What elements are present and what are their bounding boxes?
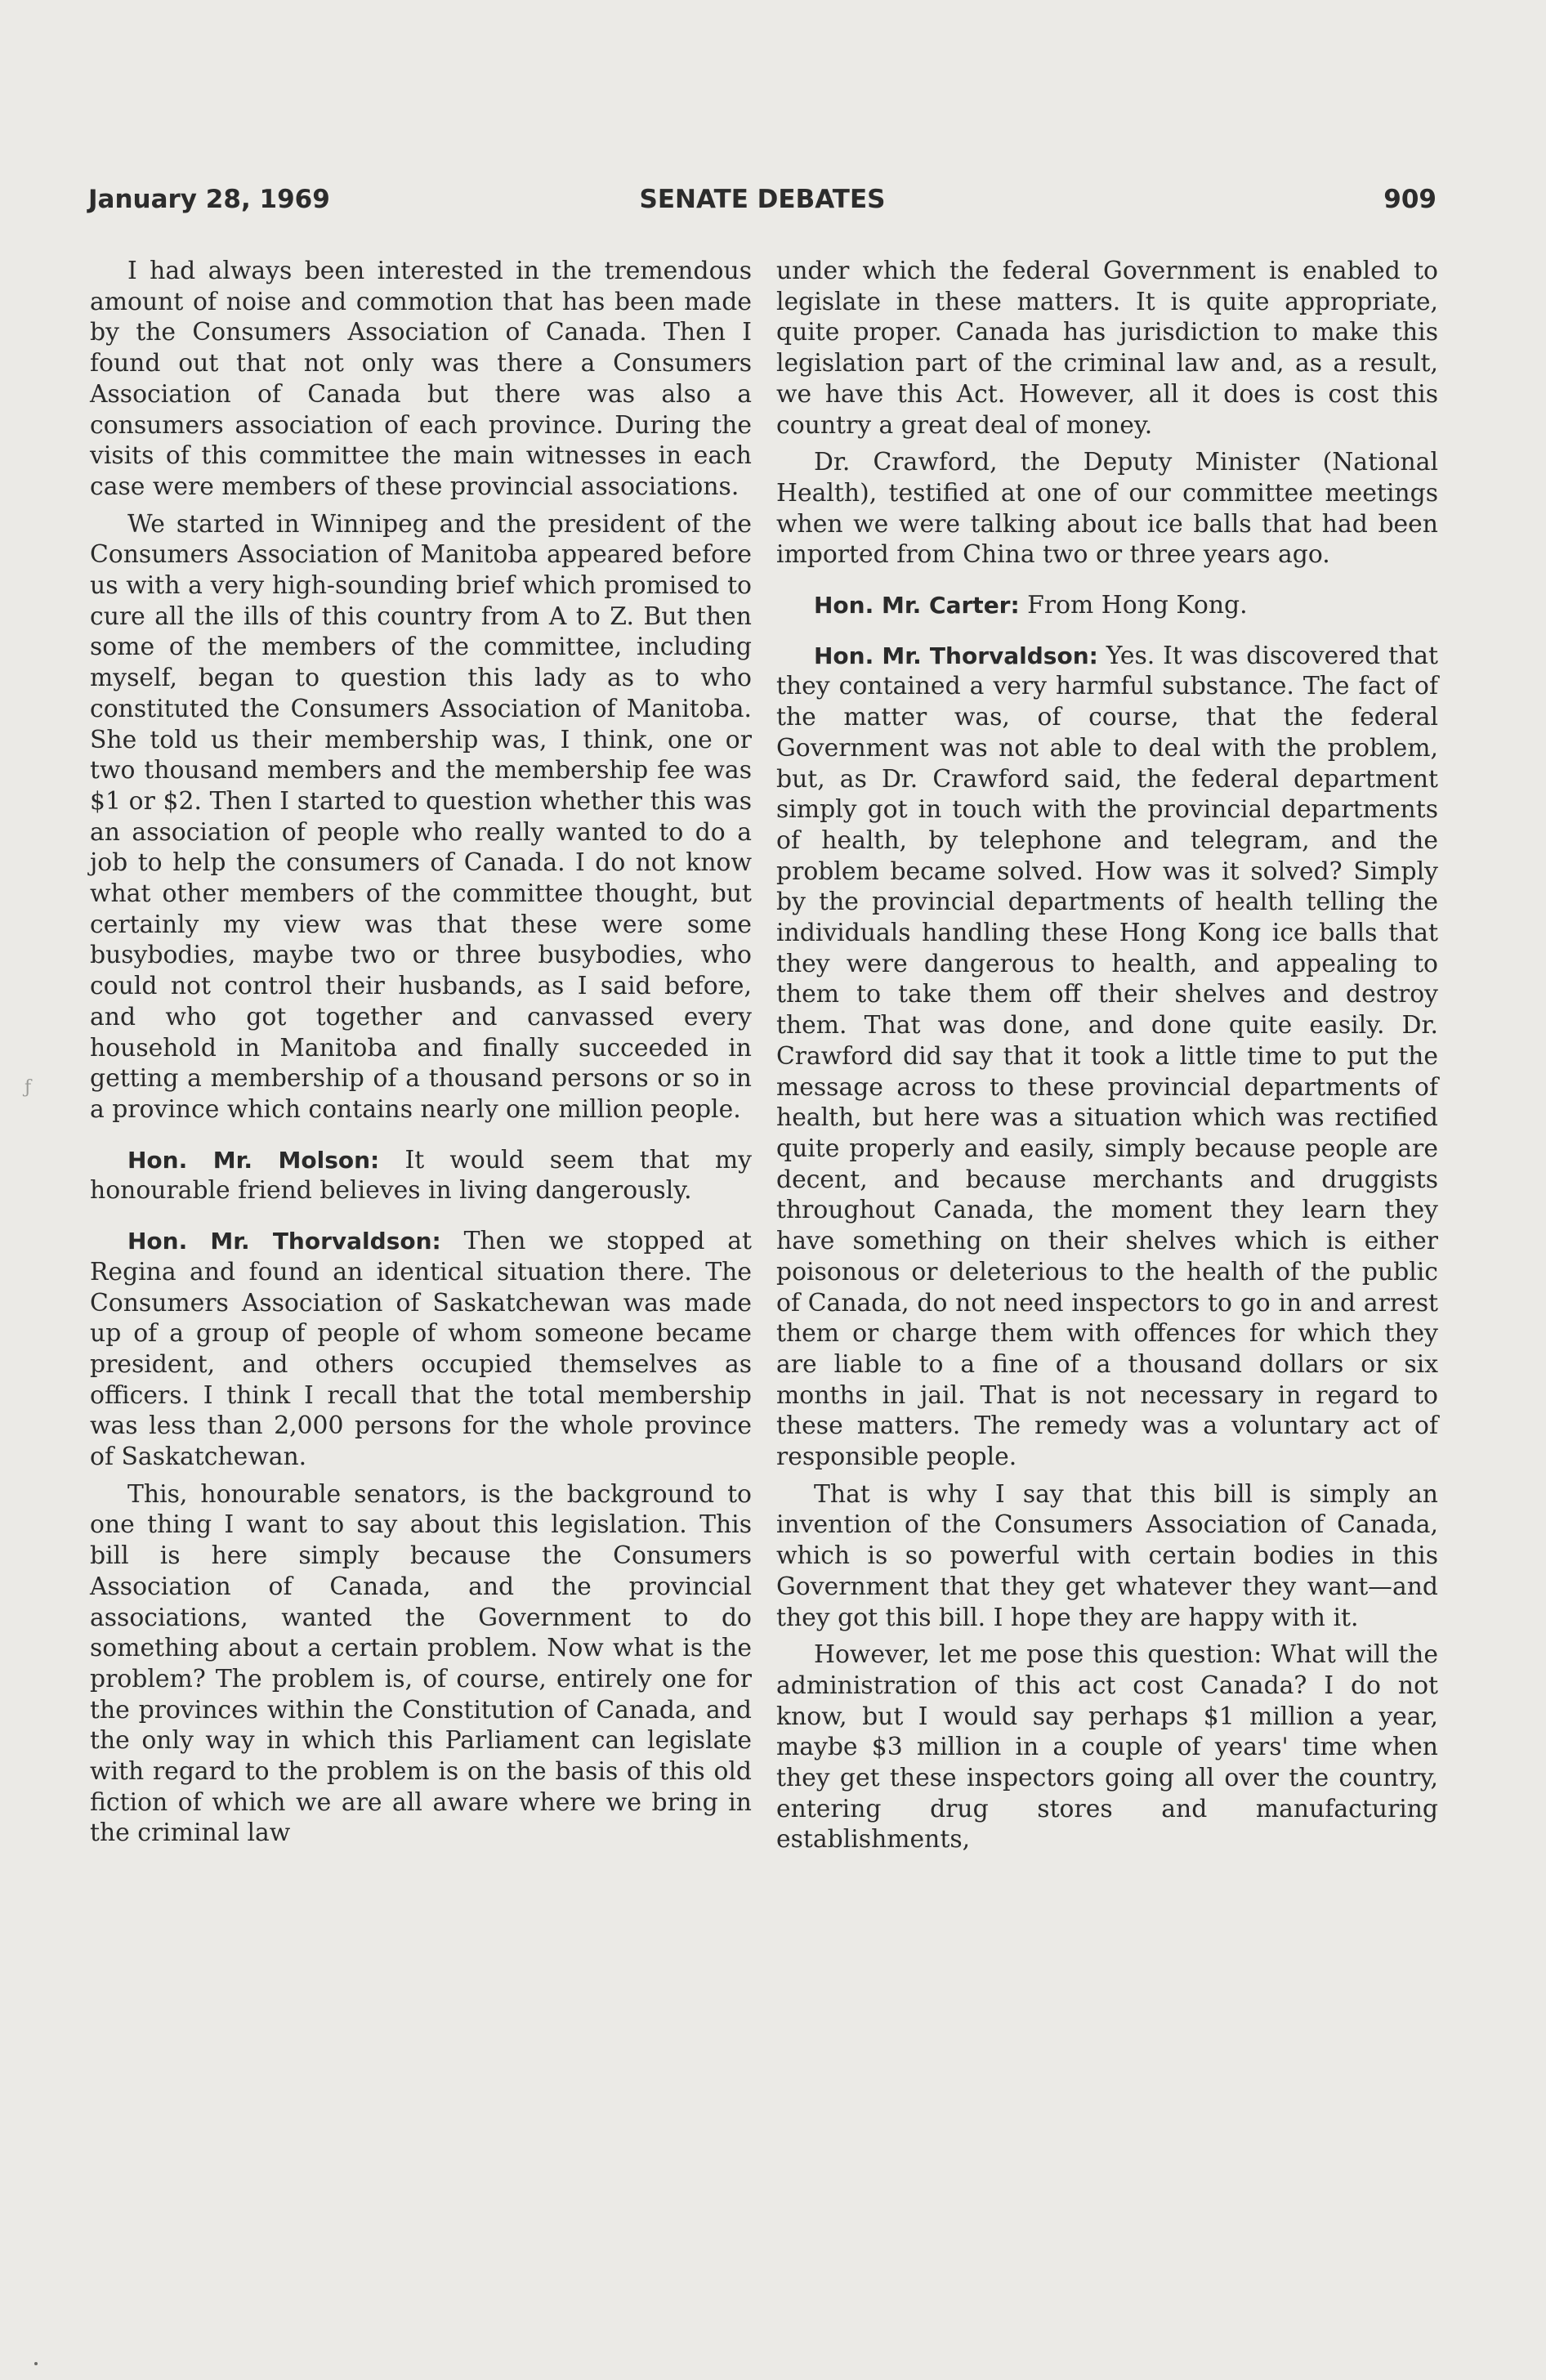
- speaker-name: Hon. Mr. Carter:: [814, 592, 1020, 620]
- running-head: [88, 185, 1437, 226]
- margin-mark: ƒ: [25, 1077, 32, 1098]
- paragraph: I had always been interested in the tremendous amount of noise and commotion that has been made by the Consumers Association of Canada. Then I found out that not only was there a Consumers Association of Canada but there was also a consumers association of each province. During the visits of this committee the main witnesses in each case were members of these provincial associations.: [90, 257, 752, 501]
- paragraph: Dr. Crawford, the Deputy Minister (National Health), testified at one of our committee meetings when we were talking about ice balls that had been imported from China two or three years ago.: [776, 448, 1438, 570]
- speech-paragraph: [776, 641, 1438, 1473]
- header-date: January 28, 1969: [88, 185, 330, 214]
- paragraph: However, let me pose this question: What will the administration of this act cost Canada? I do not know, but I would say perhaps $1 million a year, maybe $3 million in a couple of years' time when they get these inspectors going all over the country, entering drug stores and manufacturing establishments,: [776, 1640, 1438, 1854]
- page-number: 909: [1383, 185, 1437, 214]
- right-column: [776, 256, 1438, 1855]
- speech-paragraph: [776, 590, 1438, 621]
- speech-paragraph: [90, 1226, 752, 1473]
- paragraph: We started in Winnipeg and the president of the Consumers Association of Manitoba appeared before us with a very high-sounding brief which promised to cure all the ills of this country from A to Z. But then some of the members of the committee, including myself, began to question this lady as to who constituted the Consumers Association of Manitoba. She told us their membership was, I think, one or two thousand members and the membership fee was $1 or $2. Then I started to question whether this was an association of people who really wanted to do a job to help the consumers of Canada. I do not know what other members of the committee thought, but certainly my view was that these were some busybodies, maybe two or three busybodies, who could not control their husbands, as I said before, and who got together and canvassed every household in Manitoba and finally succeeded in getting a membership of a thousand persons or so in a province which contains nearly one million people.: [90, 509, 752, 1124]
- scan-mark: [34, 2362, 38, 2365]
- speaker-name: Hon. Mr. Thorvaldson:: [814, 642, 1098, 669]
- speech-text: Yes. It was discovered that they contained a very harmful substance. The fact of the matter was, of course, that the federal Government was not able to deal with the problem, but, as Dr. Crawford said, the federal department simply got in touch with the provincial departments of health, by telephone and telegram, and the problem became solved. How was it solved? Simply by the provincial departments of health telling the individuals handling these Hong Kong ice balls that they were dangerous to health, and appealing to them to take them off their shelves and destroy them. That was done, and done quite easily. Dr. Crawford did say that it took a little time to put the message across to these provincial departments of health, but here was a situation which was rectified quite properly and easily, simply because people are decent, and because merchants and druggists throughout Canada, the moment they learn they have something on their shelves which is either poisonous or deleterious to the health of the public of Canada, do not need inspectors to go in and arrest them or charge them with offences for which they are liable to a fine of a thousand dollars or six months in jail. That is not necessary in regard to these matters. The remedy was a voluntary act of responsible people.: [776, 641, 1439, 1472]
- speech-paragraph: [90, 1145, 752, 1206]
- speech-text: Then we stopped at Regina and found an identical situation there. The Consumers Association of Saskatchewan was made up of a group of people of whom someone became president, and others occupied themselves as officers. I think I recall that the total membership was less than 2,000 persons for the whole province of Saskatchewan.: [90, 1227, 752, 1472]
- paragraph: under which the federal Government is enabled to legislate in these matters. It is quite appropriate, quite proper. Canada has jurisdiction to make this legislation part of the criminal law and, as a result, we have this Act. However, all it does is cost this country a great deal of money.: [776, 257, 1438, 440]
- paragraph: This, honourable senators, is the background to one thing I want to say about this legislation. This bill is here simply because the Consumers Association of Canada, and the provincial associations, wanted the Government to do something about a certain problem. Now what is the problem? The problem is, of course, entirely one for the provinces within the Constitution of Canada, and the only way in which this Parliament can legislate with regard to the problem is on the basis of this old fiction of which we are all aware where we bring in the criminal law: [90, 1479, 752, 1848]
- left-column: [90, 256, 752, 1849]
- speech-text: It would seem that my honourable friend believes in living dangerously.: [90, 1145, 752, 1206]
- speech-text: From Hong Kong.: [1027, 591, 1248, 620]
- speaker-name: Hon. Mr. Thorvaldson:: [127, 1228, 441, 1255]
- header-title: SENATE DEBATES: [639, 185, 886, 214]
- speaker-name: Hon. Mr. Molson:: [127, 1146, 380, 1174]
- paragraph: That is why I say that this bill is simply an invention of the Consumers Association of Canada, which is so powerful with certain bodies in this Government that they get whatever they want—and they got this bill. I hope they are happy with it.: [776, 1479, 1438, 1632]
